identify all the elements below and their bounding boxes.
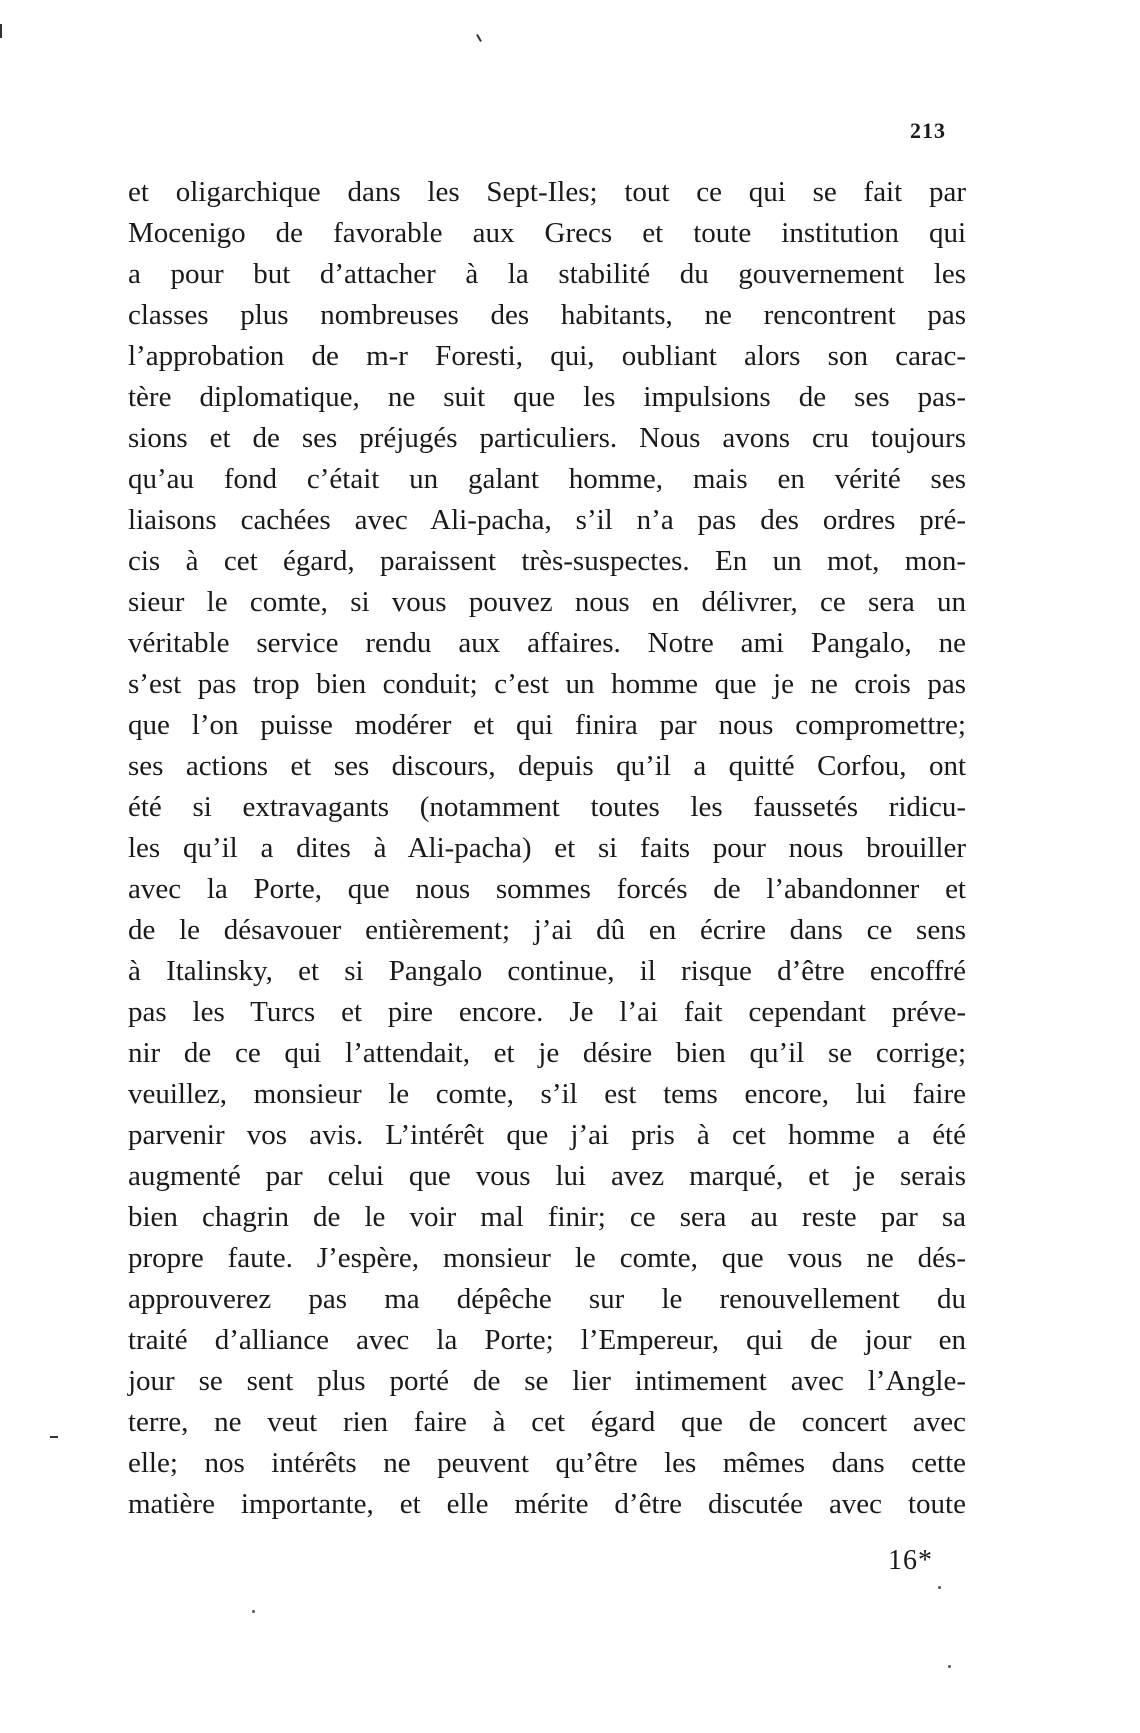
text-line: veuillez, monsieur le comte, s’il est tems encore, lui faire [128, 1078, 966, 1110]
text-line: s’est pas trop bien conduit; c’est un homme que je ne crois pas [128, 668, 966, 700]
scan-dot [938, 1586, 941, 1589]
body-text [128, 172, 966, 1525]
text-line: l’approbation de m-r Foresti, qui, oubliant alors son carac- [128, 340, 966, 372]
text-line: sieur le comte, si vous pouvez nous en délivrer, ce sera un [128, 586, 966, 618]
text-line: véritable service rendu aux affaires. Notre ami Pangalo, ne [128, 627, 966, 659]
text-line: traité d’alliance avec la Porte; l’Empereur, qui de jour en [128, 1324, 966, 1356]
text-line: parvenir vos avis. L’intérêt que j’ai pris à cet homme a été [128, 1119, 966, 1151]
text-line: pas les Turcs et pire encore. Je l’ai fait cependant préve- [128, 996, 966, 1028]
text-line: matière importante, et elle mérite d’être discutée avec toute [128, 1488, 966, 1520]
text-line: tère diplomatique, ne suit que les impulsions de ses pas- [128, 381, 966, 413]
scan-edge-mark [0, 24, 2, 38]
text-line: et oligarchique dans les Sept-Iles; tout ce qui se fait par [128, 176, 966, 208]
text-line: a pour but d’attacher à la stabilité du gouvernement les [128, 258, 966, 290]
text-line: les qu’il a dites à Ali-pacha) et si faits pour nous brouiller [128, 832, 966, 864]
text-line: terre, ne veut rien faire à cet égard que de concert avec [128, 1406, 966, 1438]
text-line: propre faute. J’espère, monsieur le comte, que vous ne dés- [128, 1242, 966, 1274]
text-line: ses actions et ses discours, depuis qu’il a quitté Corfou, ont [128, 750, 966, 782]
text-line: de le désavouer entièrement; j’ai dû en écrire dans ce sens [128, 914, 966, 946]
text-line: elle; nos intérêts ne peuvent qu’être les mêmes dans cette [128, 1447, 966, 1479]
text-line: sions et de ses préjugés particuliers. Nous avons cru toujours [128, 422, 966, 454]
text-line: augmenté par celui que vous lui avez marqué, et je serais [128, 1160, 966, 1192]
text-line: liaisons cachées avec Ali-pacha, s’il n’a pas des ordres pré- [128, 504, 966, 536]
text-line: Mocenigo de favorable aux Grecs et toute institution qui [128, 217, 966, 249]
text-line: à Italinsky, et si Pangalo continue, il risque d’être encoffré [128, 955, 966, 987]
text-line: été si extravagants (notamment toutes les faussetés ridicu- [128, 791, 966, 823]
margin-dash-mark [50, 1436, 58, 1438]
text-line: classes plus nombreuses des habitants, ne rencontrent pas [128, 299, 966, 331]
scan-dot [252, 1610, 255, 1613]
text-line: nir de ce qui l’attendait, et je désire bien qu’il se corrige; [128, 1037, 966, 1069]
text-line: jour se sent plus porté de se lier intimement avec l’Angle- [128, 1365, 966, 1397]
scan-dot [948, 1665, 951, 1668]
signature-mark: 16* [888, 1545, 933, 1576]
text-line: que l’on puisse modérer et qui finira par nous compromettre; [128, 709, 966, 741]
text-line: avec la Porte, que nous sommes forcés de l’abandonner et [128, 873, 966, 905]
page-number: 213 [910, 118, 946, 143]
text-line: qu’au fond c’était un galant homme, mais en vérité ses [128, 463, 966, 495]
text-line: approuverez pas ma dépêche sur le renouvellement du [128, 1283, 966, 1315]
scan-speck-mark [476, 34, 482, 42]
text-line: bien chagrin de le voir mal finir; ce sera au reste par sa [128, 1201, 966, 1233]
text-line: cis à cet égard, paraissent très-suspectes. En un mot, mon- [128, 545, 966, 577]
